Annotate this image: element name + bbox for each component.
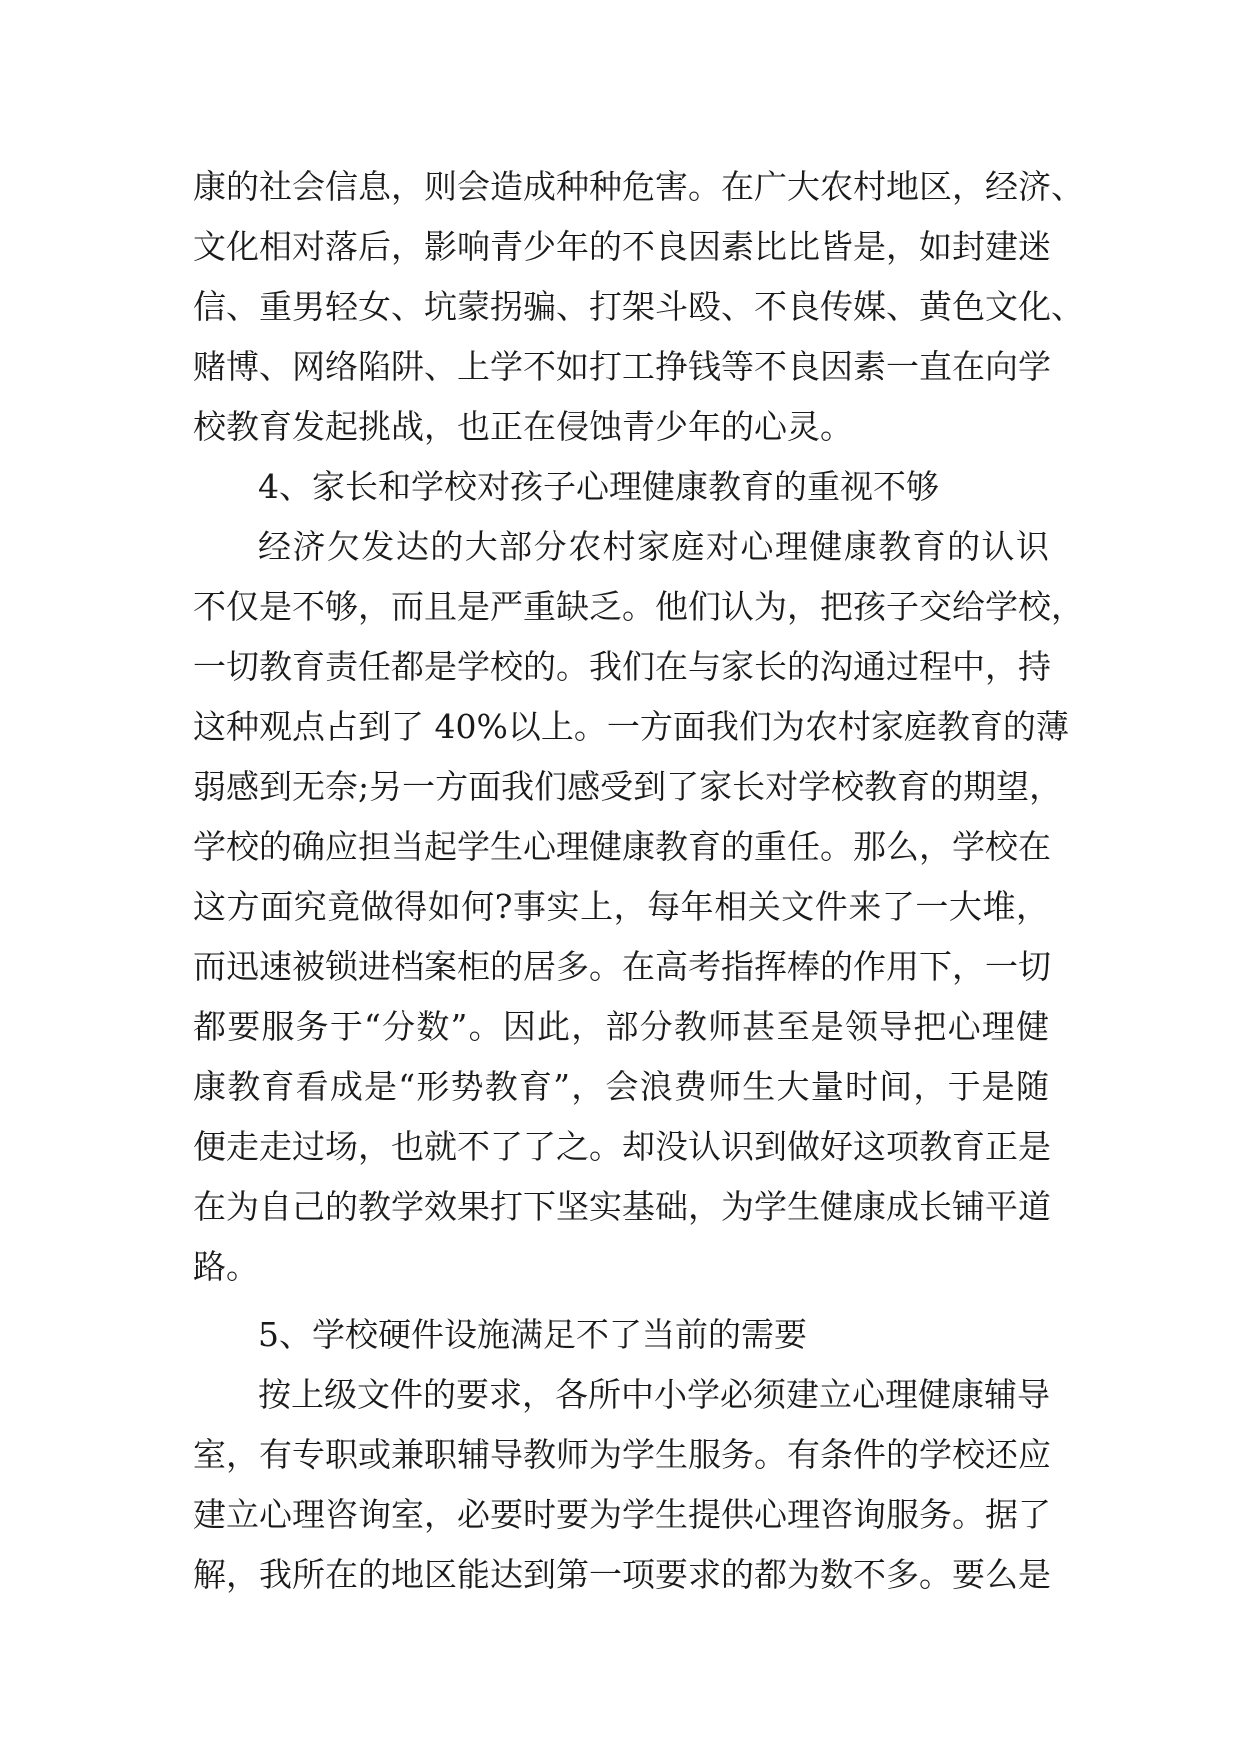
text-line: 校教育发起挑战，也正在侵蚀青少年的心灵。: [193, 407, 853, 446]
text-line: 解，我所在的地区能达到第一项要求的都为数不多。要么是: [193, 1555, 1051, 1594]
text-line: 信、重男轻女、坑蒙拐骗、打架斗殴、不良传媒、黄色文化、: [193, 287, 1084, 326]
text-line: 康教育看成是“形势教育”，会浪费师生大量时间，于是随: [193, 1067, 1049, 1106]
text-line: 室，有专职或兼职辅导教师为学生服务。有条件的学校还应: [193, 1435, 1051, 1474]
text-line: 赌博、网络陷阱、上学不如打工挣钱等不良因素一直在向学: [193, 347, 1051, 386]
text-line: 康的社会信息，则会造成种种危害。在广大农村地区，经济、: [193, 167, 1084, 206]
text-line: 经济欠发达的大部分农村家庭对心理健康教育的认识: [258, 527, 1049, 566]
text-line: 建立心理咨询室，必要时要为学生提供心理咨询服务。据了: [193, 1495, 1051, 1534]
text-line: 按上级文件的要求，各所中小学必须建立心理健康辅导: [258, 1375, 1050, 1414]
text-line: 在为自己的教学效果打下坚实基础，为学生健康成长铺平道: [193, 1187, 1051, 1226]
text-line: 这种观点占到了 40%以上。一方面我们为农村家庭教育的薄: [193, 707, 1069, 746]
text-line: 而迅速被锁进档案柜的居多。在高考指挥棒的作用下，一切: [193, 947, 1051, 986]
text-line: 路。: [193, 1247, 259, 1286]
text-line: 弱感到无奈;另一方面我们感受到了家长对学校教育的期望，: [193, 767, 1063, 806]
text-line: 便走走过场，也就不了了之。却没认识到做好这项教育正是: [193, 1127, 1051, 1166]
text-line: 都要服务于“分数”。因此，部分教师甚至是领导把心理健: [193, 1007, 1049, 1046]
section-heading: 4、家长和学校对孩子心理健康教育的重视不够: [258, 467, 939, 506]
text-line: 不仅是不够，而且是严重缺乏。他们认为，把孩子交给学校，: [193, 587, 1084, 626]
text-line: 这方面究竟做得如何?事实上，每年相关文件来了一大堆，: [193, 887, 1049, 926]
text-line: 文化相对落后，影响青少年的不良因素比比皆是，如封建迷: [193, 227, 1051, 266]
text-line: 一切教育责任都是学校的。我们在与家长的沟通过程中，持: [193, 647, 1051, 686]
section-heading: 5、学校硬件设施满足不了当前的需要: [258, 1315, 807, 1354]
text-line: 学校的确应担当起学生心理健康教育的重任。那么，学校在: [193, 827, 1051, 866]
